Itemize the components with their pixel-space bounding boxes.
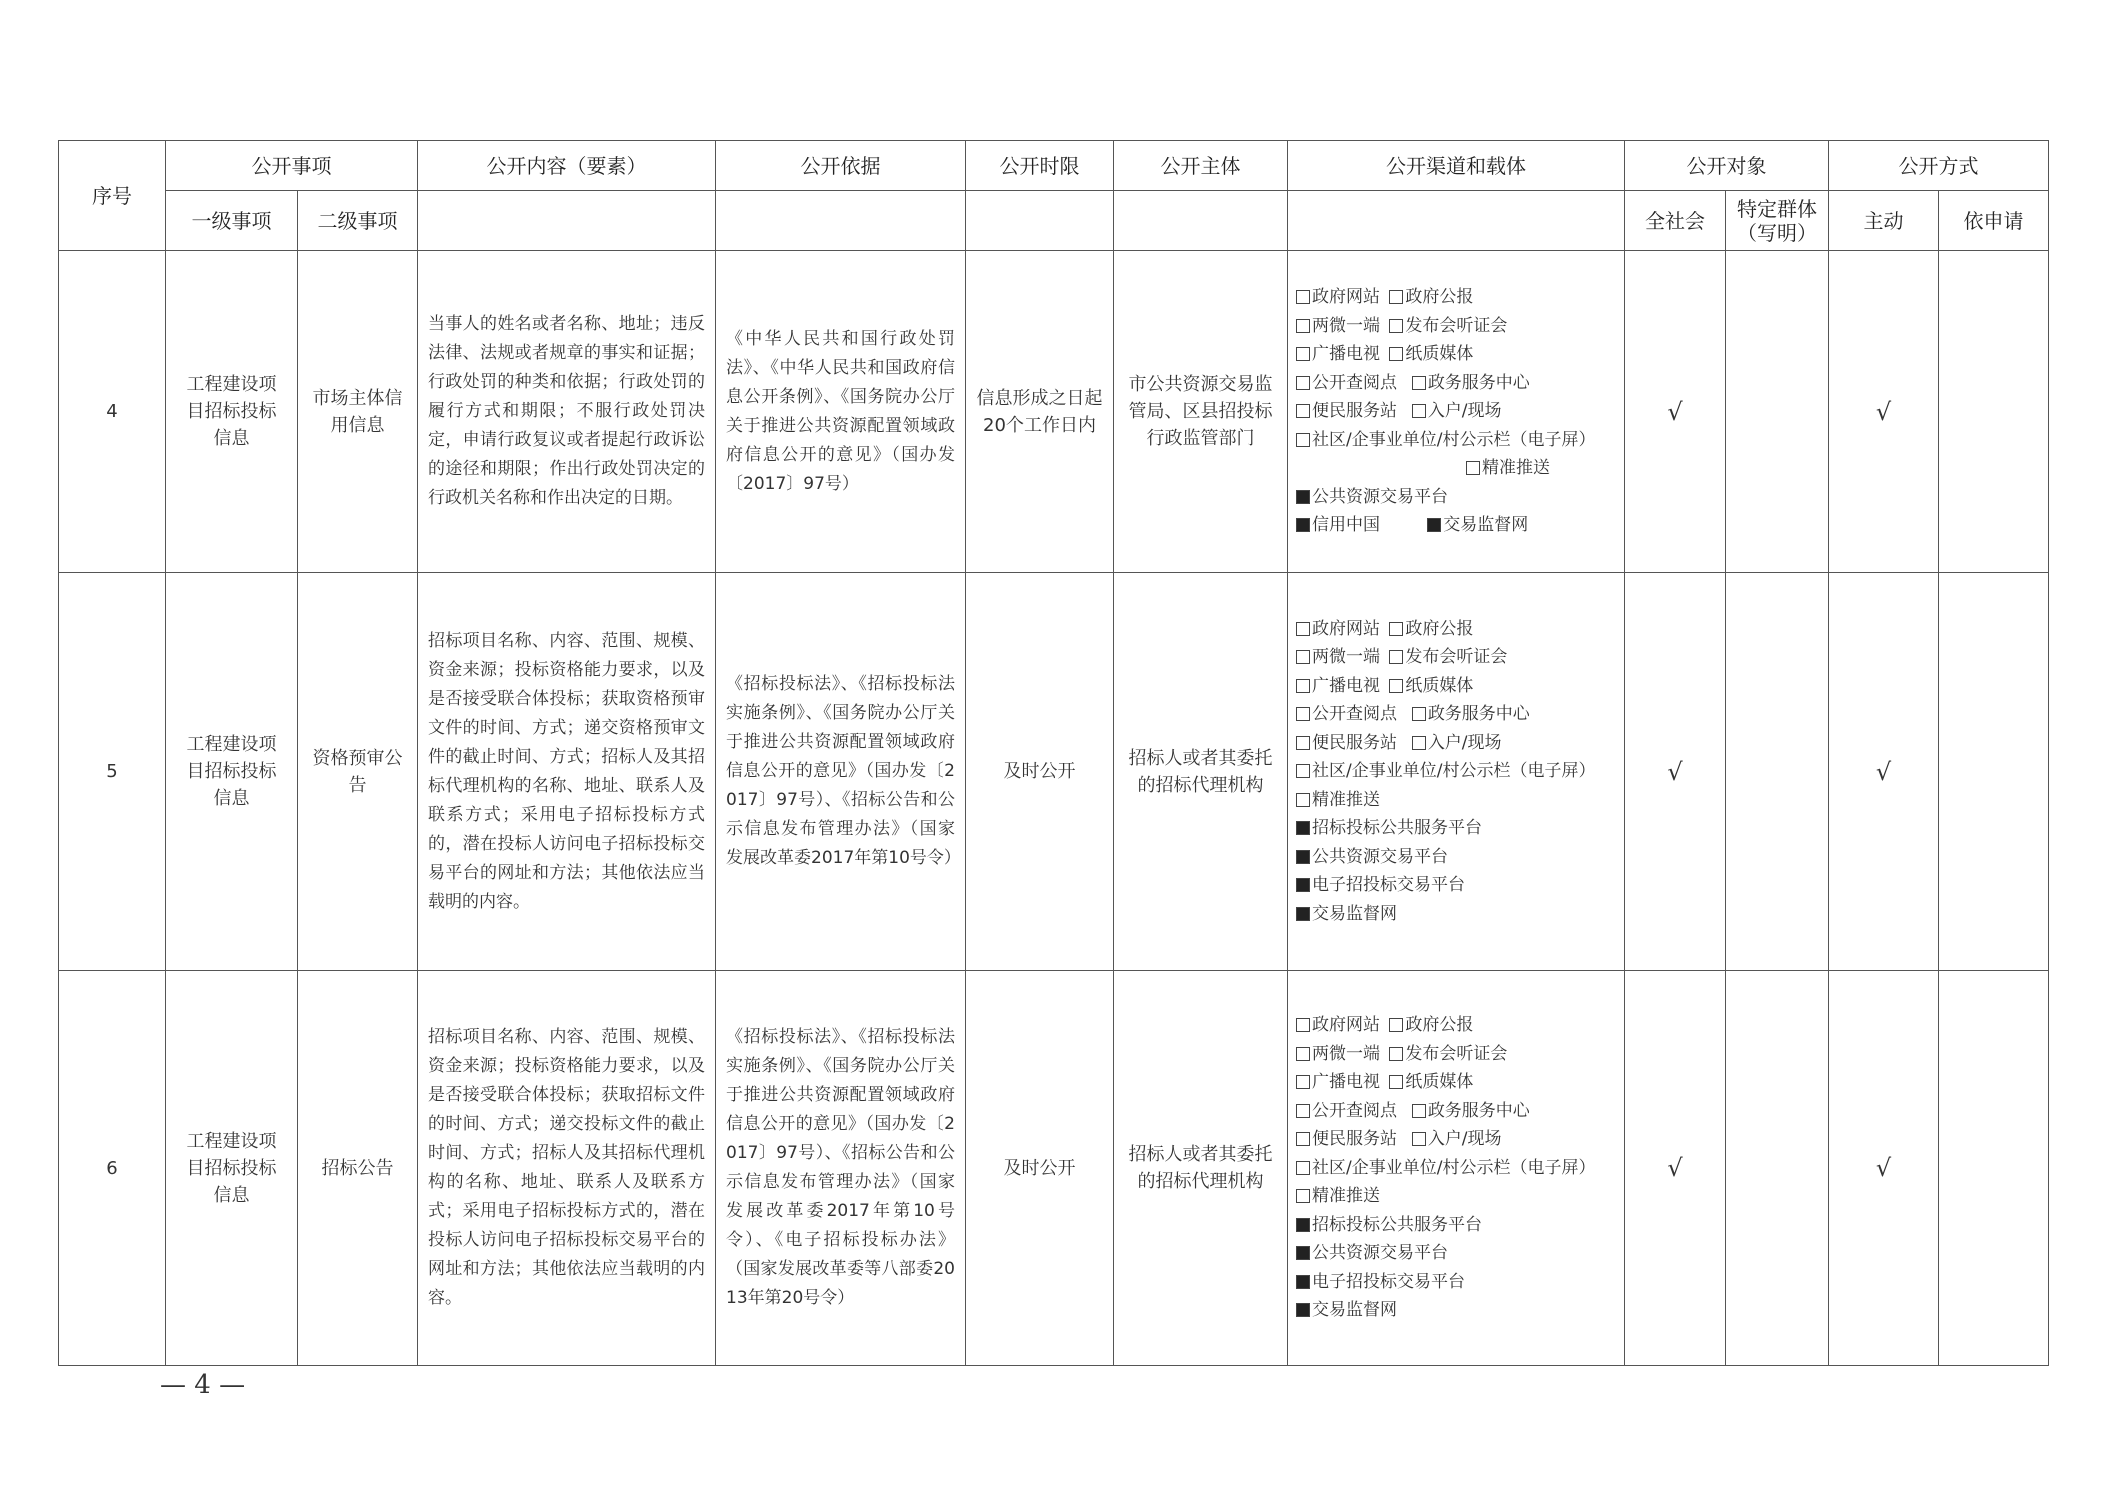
- checkbox-icon: [1389, 1075, 1403, 1089]
- row-lvl1: 工程建设项目招标投标信息: [166, 573, 298, 971]
- checkbox-icon: [1296, 1075, 1310, 1089]
- checkbox-icon: [1389, 319, 1403, 333]
- row-channels: 政府网站 政府公报 两微一端 发布会听证会 广播电视 纸质媒体 公开查阅点 政务服务中心 便民服务站 入户/现场 社区/企事业单位/村公示栏（电子屏） 精准推送 公共资源交易平台 信用中国 交易监督网: [1288, 251, 1625, 573]
- row-target-all: √: [1625, 971, 1726, 1366]
- header-item-lvl1: 一级事项: [166, 191, 298, 251]
- checkbox-icon: [1296, 793, 1310, 807]
- row-basis: 《中华人民共和国行政处罚法》、《中华人民共和国政府信息公开条例》、《国务院办公厅关于推进公共资源配置领域政府信息公开的意见》（国办发〔2017〕97号）: [716, 251, 966, 573]
- header-method-apply: 依申请: [1939, 191, 2049, 251]
- checkbox-checked-icon: [1296, 1246, 1310, 1260]
- checkbox-icon: [1296, 1132, 1310, 1146]
- row-subject: 招标人或者其委托的招标代理机构: [1114, 573, 1288, 971]
- header-method-active: 主动: [1829, 191, 1939, 251]
- row-seq: 4: [59, 251, 166, 573]
- checkbox-checked-icon: [1296, 907, 1310, 921]
- row-method-apply: [1939, 573, 2049, 971]
- header-blank-time: [966, 191, 1114, 251]
- checkbox-icon: [1296, 404, 1310, 418]
- row-time-limit: 及时公开: [966, 573, 1114, 971]
- row-seq: 5: [59, 573, 166, 971]
- row-target-specific: [1726, 971, 1829, 1366]
- table-row: [59, 251, 2049, 573]
- row-method-active: √: [1829, 971, 1939, 1366]
- header-blank-subject: [1114, 191, 1288, 251]
- checkbox-checked-icon: [1296, 1303, 1310, 1317]
- row-basis: 《招标投标法》、《招标投标法实施条例》、《国务院办公厅关于推进公共资源配置领域政府信息公开的意见》（国办发〔2017〕97号）、《招标公告和公示信息发布管理办法》（国家发展改革委2017年第10号令）: [716, 573, 966, 971]
- row-lvl1: 工程建设项目招标投标信息: [166, 251, 298, 573]
- checkbox-checked-icon: [1296, 1275, 1310, 1289]
- header-item-group: 公开事项: [166, 141, 418, 191]
- header-target-group: 公开对象: [1625, 141, 1829, 191]
- header-blank-content: [418, 191, 716, 251]
- checkbox-checked-icon: [1296, 1218, 1310, 1232]
- table-row: [59, 971, 2049, 1366]
- header-seq: 序号: [59, 141, 166, 251]
- checkbox-icon: [1296, 650, 1310, 664]
- row-lvl2: 市场主体信用信息: [298, 251, 418, 573]
- row-target-all: √: [1625, 573, 1726, 971]
- checkbox-icon: [1389, 679, 1403, 693]
- row-lvl2: 资格预审公告: [298, 573, 418, 971]
- checkbox-icon: [1296, 764, 1310, 778]
- header-target-all: 全社会: [1625, 191, 1726, 251]
- checkbox-icon: [1389, 1047, 1403, 1061]
- checkbox-icon: [1296, 376, 1310, 390]
- header-content: 公开内容（要素）: [418, 141, 716, 191]
- header-blank-channel: [1288, 191, 1625, 251]
- table-row: [59, 573, 2049, 971]
- checkbox-checked-icon: [1296, 821, 1310, 835]
- checkbox-checked-icon: [1296, 518, 1310, 532]
- row-method-apply: [1939, 971, 2049, 1366]
- disclosure-table: [58, 140, 2049, 1366]
- checkbox-icon: [1389, 290, 1403, 304]
- row-basis: 《招标投标法》、《招标投标法实施条例》、《国务院办公厅关于推进公共资源配置领域政府信息公开的意见》（国办发〔2017〕97号）、《招标公告和公示信息发布管理办法》（国家发展改革委2017年第10号令）、《电子招标投标办法》（国家发展改革委等八部委2013年第20号令）: [716, 971, 966, 1366]
- row-method-active: √: [1829, 573, 1939, 971]
- header-item-lvl2: 二级事项: [298, 191, 418, 251]
- checkbox-icon: [1296, 736, 1310, 750]
- header-subject: 公开主体: [1114, 141, 1288, 191]
- row-target-specific: [1726, 573, 1829, 971]
- checkbox-icon: [1296, 1189, 1310, 1203]
- row-method-active: √: [1829, 251, 1939, 573]
- header-blank-basis: [716, 191, 966, 251]
- checkbox-icon: [1389, 622, 1403, 636]
- checkbox-icon: [1412, 736, 1426, 750]
- checkbox-icon: [1412, 1104, 1426, 1118]
- checkbox-icon: [1412, 707, 1426, 721]
- row-content: 当事人的姓名或者名称、地址；违反法律、法规或者规章的事实和证据；行政处罚的种类和依据；行政处罚的履行方式和期限；不服行政处罚决定，申请行政复议或者提起行政诉讼的途径和期限；作出行政处罚决定的行政机关名称和作出决定的日期。: [418, 251, 716, 573]
- checkbox-icon: [1296, 1047, 1310, 1061]
- checkbox-icon: [1296, 707, 1310, 721]
- header-channel: 公开渠道和载体: [1288, 141, 1625, 191]
- row-subject: 市公共资源交易监管局、区县招投标行政监管部门: [1114, 251, 1288, 573]
- checkbox-icon: [1296, 319, 1310, 333]
- row-channels: 政府网站 政府公报 两微一端 发布会听证会 广播电视 纸质媒体 公开查阅点 政务服务中心 便民服务站 入户/现场 社区/企事业单位/村公示栏（电子屏） 精准推送 招标投标公共服务平台 公共资源交易平台 电子招投标交易平台 交易监督网: [1288, 573, 1625, 971]
- header-time-limit: 公开时限: [966, 141, 1114, 191]
- checkbox-icon: [1389, 1018, 1403, 1032]
- checkbox-icon: [1296, 433, 1310, 447]
- row-channels: 政府网站 政府公报 两微一端 发布会听证会 广播电视 纸质媒体 公开查阅点 政务服务中心 便民服务站 入户/现场 社区/企事业单位/村公示栏（电子屏） 精准推送 招标投标公共服务平台 公共资源交易平台 电子招投标交易平台 交易监督网: [1288, 971, 1625, 1366]
- checkbox-icon: [1412, 1132, 1426, 1146]
- row-method-apply: [1939, 251, 2049, 573]
- header-target-specific: 特定群体（写明）: [1726, 191, 1829, 251]
- row-target-all: √: [1625, 251, 1726, 573]
- row-content: 招标项目名称、内容、范围、规模、资金来源；投标资格能力要求，以及是否接受联合体投标；获取资格预审文件的时间、方式；递交资格预审文件的截止时间、方式；招标人及其招标代理机构的名称、地址、联系人及联系方式；采用电子招标投标方式的，潜在投标人访问电子招标投标交易平台的网址和方法；其他依法应当载明的内容。: [418, 573, 716, 971]
- checkbox-icon: [1466, 461, 1480, 475]
- checkbox-icon: [1296, 290, 1310, 304]
- checkbox-icon: [1412, 404, 1426, 418]
- checkbox-checked-icon: [1296, 878, 1310, 892]
- checkbox-icon: [1296, 679, 1310, 693]
- checkbox-icon: [1296, 1018, 1310, 1032]
- row-time-limit: 信息形成之日起20个工作日内: [966, 251, 1114, 573]
- row-target-specific: [1726, 251, 1829, 573]
- row-content: 招标项目名称、内容、范围、规模、资金来源；投标资格能力要求，以及是否接受联合体投标；获取招标文件的时间、方式；递交投标文件的截止时间、方式；招标人及其招标代理机构的名称、地址、联系人及联系方式；采用电子招标投标方式的，潜在投标人访问电子招标投标交易平台的网址和方法；其他依法应当载明的内容。: [418, 971, 716, 1366]
- checkbox-checked-icon: [1427, 518, 1441, 532]
- row-subject: 招标人或者其委托的招标代理机构: [1114, 971, 1288, 1366]
- page-number: — 4 —: [160, 1370, 246, 1400]
- checkbox-checked-icon: [1296, 490, 1310, 504]
- checkbox-icon: [1296, 347, 1310, 361]
- header-row-2: [59, 191, 2049, 251]
- header-method-group: 公开方式: [1829, 141, 2049, 191]
- checkbox-checked-icon: [1296, 850, 1310, 864]
- row-lvl2: 招标公告: [298, 971, 418, 1366]
- checkbox-icon: [1296, 1161, 1310, 1175]
- row-time-limit: 及时公开: [966, 971, 1114, 1366]
- checkbox-icon: [1296, 622, 1310, 636]
- checkbox-icon: [1412, 376, 1426, 390]
- header-row-1: [59, 141, 2049, 191]
- row-lvl1: 工程建设项目招标投标信息: [166, 971, 298, 1366]
- checkbox-icon: [1389, 347, 1403, 361]
- checkbox-icon: [1389, 650, 1403, 664]
- row-seq: 6: [59, 971, 166, 1366]
- header-basis: 公开依据: [716, 141, 966, 191]
- checkbox-icon: [1296, 1104, 1310, 1118]
